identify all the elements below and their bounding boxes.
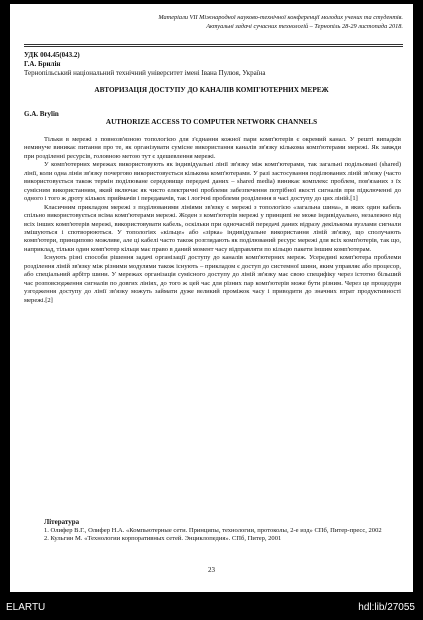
article-body <box>24 136 401 305</box>
author-english: G.A. Brylin <box>24 110 59 118</box>
reference-list <box>24 527 401 544</box>
conference-header <box>23 13 403 31</box>
paragraph: Існують різні способи рішення задачі організації доступу до каналів комп'ютерних мереж. Усередині комп'ютера проблеми розділення ліній зв'язку між різними модулями також існують – прикладом є доступ до системної шини, яким управляє або процесор, або спеціальний арбітр шини. У мережах організація сумісного доступу до ліній зв'язку має свою специфіку через істотно більший час розповсюдження сигналів по довгих лініях, до того ж цей час для різних пар комп'ютерів може бути різним. Через це процедури узгодження доступу до лінії зв'язку можуть займати дуже великий проміжок часу і приводити до значних втрат продуктивності мережі.[2] <box>24 254 401 304</box>
header-divider-2 <box>24 46 403 47</box>
reference-item: 2. Кульгин М. «Технологии корпоративных сетей. Энциклопедия». СПб, Питер, 2001 <box>44 535 282 543</box>
header-line-1: Матеріали VII Міжнародної науково-технічної конференції молодих учених та студентів. <box>158 14 403 21</box>
document-page <box>10 4 413 592</box>
author-ukrainian: Г.А. Брилін <box>24 60 61 68</box>
udk-code: УДК 004.45(043.2) <box>24 51 80 59</box>
reference-item: 1. Олифер В.Г., Олифер Н.А. «Компьютерные сети. Принципы, технологии, протоколы, 2-е изд» СПб, Питер-пресс, 2002 <box>44 527 382 534</box>
paragraph: Тільки в мережі з повнозв'язною топологією для з'єднання кожної пари комп'ютерів є окремий канал. У решті випадків неминуче виникає питання про те, як організувати сумісне використання каналів зв'язку кількома комп'ютерами мережі. Як завжди при розділенні ресурсів, головною метою тут є здешевлення мережі. <box>24 136 401 160</box>
header-divider <box>24 44 403 45</box>
footer-repository-name: ELARTU <box>6 602 46 613</box>
title-english: AUTHORIZE ACCESS TO COMPUTER NETWORK CHANNELS <box>105 118 318 126</box>
title-ukrainian: АВТОРИЗАЦІЯ ДОСТУПУ ДО КАНАЛІВ КОМП'ЮТЕРНИХ МЕРЕЖ <box>94 86 329 94</box>
literature-heading: Література <box>44 518 80 526</box>
header-line-2: Актуальні задачі сучасних технологій – Тернопіль 28-29 листопада 2018. <box>206 23 403 30</box>
paragraph: Класичним прикладом мережі з поділюваними лініями зв'язку є мережі з топологією «загальна шина», в яких один кабель спільно використовується всіма комп'ютерами мережі. Жоден з комп'ютерів мережі у принципі не може індивідуально, незалежно від всіх інших комп'ютерів мережі, використовувати кабель, оскільки при одночасній передачі даних відразу декількома вузлами сигнали змішуються і спотворюються. У топологіях «кільце» або «зірка» індивідуальне використання ліній зв'язку, що сполучають комп'ютери, принципово можливе, але ці кабелі часто також розглядають як поділюваний ресурс мережі для всіх комп'ютерів, так що, наприклад, тільки один комп'ютер кільця має право в даний момент часу відправляти по кільцю пакети іншим комп'ютерам. <box>24 203 401 253</box>
paragraph: У комп'ютерних мережах використовують як індивідуальні лінії зв'язку між комп'ютерами, так загальні подільовані (shared) лінії, коли одна лінія зв'язку почергово використовується кількома комп'ютерами. У разі застосування поділюваних ліній зв'язку (часто використовується також термін поділюване середовище передачі даних – shared media) виникає комплекс проблем, пов'язаних з їх сумісним використанням, який включає як чисто електричні проблеми забезпечення потрібної якості сигналів при підключенні до одного і того ж дроту кількох приймачів і передавачів, так і логічні проблеми розділення в часі доступу до цих ліній.[1] <box>24 161 401 203</box>
page-number: 23 <box>208 566 215 574</box>
affiliation: Тернопільський національний технічний університет імені Івана Пулюя, Україна <box>24 69 266 77</box>
footer-handle: hdl:lib/27055 <box>358 602 415 613</box>
